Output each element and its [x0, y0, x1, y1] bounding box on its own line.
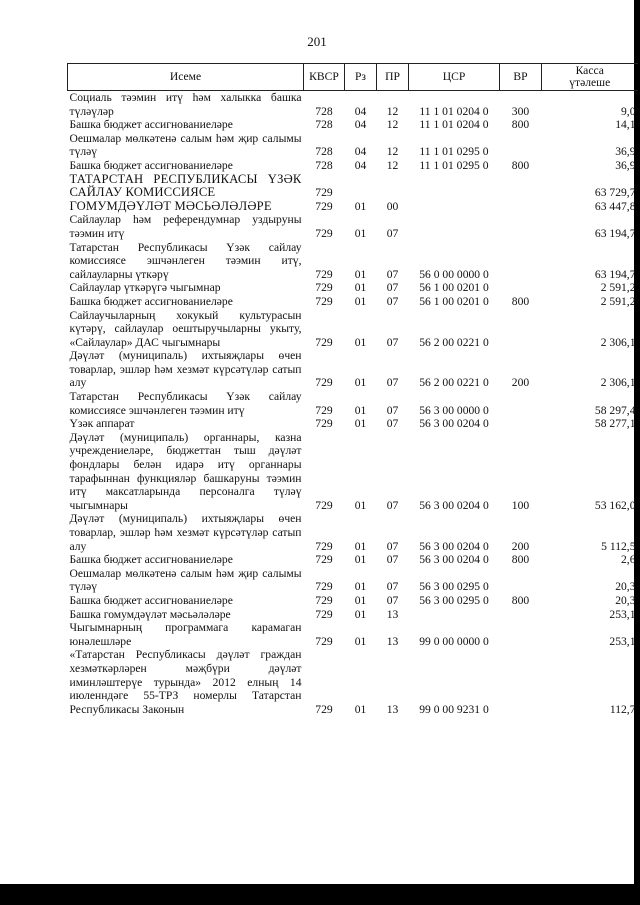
row-vr [500, 213, 542, 240]
row-amount: 14,1 [615, 118, 636, 132]
row-rz: 04 [354, 118, 367, 132]
row-rz: 01 [354, 539, 367, 553]
row-pr: 12 [386, 104, 399, 118]
row-vr: 800 [511, 158, 530, 172]
row-pr: 07 [386, 498, 399, 512]
row-kvsr: 729 [315, 580, 333, 594]
table-row [68, 431, 638, 513]
row-rz: 01 [354, 417, 367, 431]
row-pr: 12 [386, 145, 399, 159]
row-vr [500, 281, 542, 295]
row-pr: 07 [386, 593, 399, 607]
row-name: Татарстан Республикасы Үзәк сайлау комиссиясе эшчәнлеген тәэмин итү, сайлауларны үткәрү [69, 240, 302, 281]
row-csr: 99 0 00 0000 0 [419, 634, 489, 648]
row-name: Башка бюджет ассигнованиеләре [69, 118, 233, 132]
row-rz: 01 [354, 634, 367, 648]
row-name: Чыгымнарның программага карамаган юнәлешләре [69, 621, 302, 648]
header-amount [542, 64, 638, 91]
row-vr [500, 608, 542, 622]
row-name: Дәүләт (муниципаль) ихтыяҗлары өчен товарлар, эшләр һәм хезмәт күрсәтүләр сатып алу [69, 349, 302, 390]
table-row [68, 173, 638, 200]
row-rz: 04 [354, 104, 367, 118]
row-amount: 253,1 [609, 634, 636, 648]
row-amount: 63 194,7 [594, 267, 636, 281]
row-kvsr: 728 [315, 118, 333, 132]
header-name: Исеме [68, 64, 304, 91]
row-name: Башка бюджет ассигнованиеләре [69, 294, 233, 308]
row-amount: 36,9 [615, 158, 636, 172]
row-pr: 07 [386, 267, 399, 281]
row-csr: 56 3 00 0000 0 [419, 403, 489, 417]
row-name: Башка бюджет ассигнованиеләре [69, 158, 233, 172]
row-rz: 01 [354, 580, 367, 594]
row-rz: 04 [354, 158, 367, 172]
row-csr: 11 1 01 0295 0 [419, 145, 489, 159]
row-pr: 13 [386, 607, 399, 621]
header-pr: ПР [377, 64, 409, 91]
row-kvsr: 729 [315, 376, 333, 390]
row-kvsr: 729 [315, 417, 333, 431]
row-rz: 01 [354, 553, 367, 567]
table-row [68, 390, 638, 417]
table-row [68, 295, 638, 309]
row-name: ТАТАРСТАН РЕСПУБЛИКАСЫ ҮЗӘК САЙЛАУ КОМИССИЯСЕ [69, 171, 302, 200]
row-csr [409, 200, 500, 214]
row-vr [500, 648, 542, 716]
row-kvsr: 729 [315, 403, 333, 417]
row-kvsr: 728 [315, 145, 333, 159]
table-row [68, 648, 638, 716]
row-amount: 36,9 [615, 145, 636, 159]
row-vr: 100 [511, 498, 530, 512]
row-amount: 2 306,1 [600, 376, 636, 390]
row-name: Татарстан Республикасы Үзәк сайлау комиссиясе эшчәнлеген тәэмин итү [69, 390, 302, 417]
row-amount: 2 591,2 [600, 281, 636, 295]
row-rz: 01 [354, 281, 367, 295]
table-row [68, 621, 638, 648]
row-amount: 20,3 [615, 593, 636, 607]
table-row [68, 512, 638, 553]
row-amount: 63 729,7 [594, 186, 636, 200]
row-pr: 13 [386, 634, 399, 648]
row-pr: 07 [386, 580, 399, 594]
budget-table [67, 63, 638, 716]
row-csr: 56 3 00 0204 0 [419, 539, 489, 553]
row-rz: 01 [354, 593, 367, 607]
table-row [68, 213, 638, 240]
row-rz: 01 [354, 607, 367, 621]
row-rz: 01 [354, 498, 367, 512]
table-row [68, 281, 638, 295]
row-csr: 56 0 00 0000 0 [419, 267, 489, 281]
row-rz: 01 [354, 199, 367, 213]
row-pr: 07 [386, 294, 399, 308]
row-amount: 9,0 [621, 104, 636, 118]
row-kvsr: 729 [315, 553, 333, 567]
row-kvsr: 728 [315, 104, 333, 118]
row-kvsr: 729 [315, 593, 333, 607]
row-name: Оешмалар мөлкәтенә салым һәм җир салымы түләү [69, 566, 302, 594]
row-rz: 01 [354, 376, 367, 390]
row-vr [500, 241, 542, 282]
table-row [68, 200, 638, 214]
row-kvsr: 729 [315, 294, 333, 308]
table-header-row [68, 64, 638, 91]
row-csr: 11 1 01 0295 0 [419, 158, 489, 172]
row-csr: 56 3 00 0204 0 [419, 498, 489, 512]
row-amount: 63 447,8 [594, 199, 636, 213]
row-kvsr: 729 [315, 199, 333, 213]
row-name: Сайлаулар һәм референдумнар уздыруны тәэмин итү [69, 213, 302, 240]
row-amount: 20,3 [615, 580, 636, 594]
row-vr: 800 [511, 118, 530, 132]
row-csr [409, 213, 500, 240]
table-row [68, 241, 638, 282]
row-csr: 56 2 00 0221 0 [419, 335, 489, 349]
row-name: «Татарстан Республикасы дәүләт граждан хезмәткәрләрен мәҗбүри дәүләт иминләштерүе турында» 2012 елның 14 июленндәге 55-ТРЗ номерлы Татарстан Республикасы Законын [69, 648, 302, 716]
header-vr: ВР [500, 64, 542, 91]
row-vr [500, 309, 542, 350]
row-name: ГОМУМДӘҮЛӘТ МӘСЬӘЛӘЛӘРЕ [69, 198, 272, 213]
row-rz [345, 173, 377, 200]
row-name: Оешмалар мөлкәтенә салым һәм җир салымы түләү [69, 131, 302, 159]
row-amount: 63 194,7 [594, 226, 636, 240]
row-name: Сайлаулар үткәрүгә чыгымнар [69, 281, 221, 295]
row-kvsr: 729 [315, 539, 333, 553]
row-name: Социаль тәэмин итү һәм халыкка башка түләүләр [69, 91, 302, 118]
row-amount: 2,6 [621, 553, 636, 567]
table-body [68, 91, 638, 717]
row-csr [409, 608, 500, 622]
row-pr: 07 [386, 376, 399, 390]
row-rz: 01 [354, 403, 367, 417]
row-kvsr: 729 [315, 186, 333, 200]
row-vr [500, 417, 542, 431]
row-kvsr: 729 [315, 634, 333, 648]
table-row [68, 132, 638, 159]
row-pr: 12 [386, 118, 399, 132]
table-row [68, 553, 638, 567]
row-csr [409, 173, 500, 200]
row-pr: 07 [386, 539, 399, 553]
row-amount: 2 306,1 [600, 335, 636, 349]
row-vr: 800 [511, 294, 530, 308]
row-csr: 56 3 00 0295 0 [419, 580, 489, 594]
row-amount: 58 297,4 [594, 403, 636, 417]
table-row [68, 417, 638, 431]
row-kvsr: 728 [315, 158, 333, 172]
row-name: Дәүләт (муниципаль) ихтыяҗлары өчен товарлар, эшләр һәм хезмәт күрсәтүләр сатып алу [69, 512, 302, 553]
row-name: Үзәк аппарат [69, 417, 135, 431]
row-csr: 11 1 01 0204 0 [419, 118, 489, 132]
table-row [68, 309, 638, 350]
row-csr: 56 3 00 0295 0 [419, 593, 489, 607]
row-vr [500, 621, 542, 648]
row-kvsr: 729 [315, 281, 333, 295]
page-number: 201 [307, 34, 327, 49]
row-name: Дәүләт (муниципаль) органнары, казна учреждениеләре, бюджеттан тыш дәүләт фондлары белән идарә итү органнары тарафыннан функцияләр башкаруны тәэмин итү максатларында персоналга түләү чыгымнары [69, 430, 302, 512]
row-amount: 58 277,1 [594, 417, 636, 431]
header-csr: ЦСР [409, 64, 500, 91]
row-vr [500, 200, 542, 214]
row-pr: 07 [386, 226, 399, 240]
row-vr: 200 [511, 539, 530, 553]
row-kvsr: 729 [315, 702, 333, 716]
row-rz: 01 [354, 335, 367, 349]
row-pr: 00 [386, 199, 399, 213]
row-rz: 01 [354, 267, 367, 281]
row-pr: 07 [386, 417, 399, 431]
row-vr: 800 [511, 593, 530, 607]
row-pr [377, 173, 409, 200]
row-name: Башка бюджет ассигнованиеләре [69, 553, 233, 567]
row-amount: 53 162,0 [594, 498, 636, 512]
table-row [68, 91, 638, 119]
row-name: Башка бюджет ассигнованиеләре [69, 593, 233, 607]
table-row [68, 567, 638, 594]
row-vr: 800 [511, 553, 530, 567]
table-row [68, 608, 638, 622]
row-kvsr: 729 [315, 335, 333, 349]
row-pr: 07 [386, 553, 399, 567]
row-rz: 01 [354, 294, 367, 308]
row-vr [500, 132, 542, 159]
row-amount: 112,7 [609, 702, 636, 716]
row-rz: 01 [354, 702, 367, 716]
row-vr: 300 [511, 104, 530, 118]
row-rz: 01 [354, 226, 367, 240]
row-csr: 99 0 00 9231 0 [419, 702, 489, 716]
row-csr: 56 3 00 0204 0 [419, 553, 489, 567]
table-row [68, 349, 638, 390]
row-csr: 11 1 01 0204 0 [419, 104, 489, 118]
row-kvsr: 729 [315, 607, 333, 621]
row-vr: 200 [511, 376, 530, 390]
row-amount: 2 591,2 [600, 294, 636, 308]
row-csr: 56 1 00 0201 0 [419, 294, 489, 308]
row-name: Сайлаучыларның хокукый культурасын күтәрү, сайлаулар оештыручыларны укыту, «Сайлаулар» ДАС чыгымнары [69, 308, 302, 349]
table-row [68, 159, 638, 173]
row-vr [500, 567, 542, 594]
row-pr: 07 [386, 403, 399, 417]
row-kvsr: 729 [315, 498, 333, 512]
row-csr: 56 3 00 0204 0 [419, 417, 489, 431]
row-pr: 07 [386, 281, 399, 295]
row-csr: 56 1 00 0201 0 [419, 281, 489, 295]
row-kvsr: 729 [315, 226, 333, 240]
header-rz: Рз [345, 64, 377, 91]
header-amount-line2: үтәлеше [569, 76, 611, 89]
row-pr: 12 [386, 158, 399, 172]
row-pr: 13 [386, 702, 399, 716]
table-row [68, 594, 638, 608]
row-pr: 07 [386, 335, 399, 349]
header-kvsr: КВСР [304, 64, 345, 91]
row-vr [500, 390, 542, 417]
row-rz: 04 [354, 145, 367, 159]
row-vr [500, 173, 542, 200]
row-kvsr: 729 [315, 267, 333, 281]
table-row [68, 118, 638, 132]
header-amount-line1: Касса [575, 64, 604, 77]
row-amount: 253,1 [609, 607, 636, 621]
row-amount: 5 112,5 [601, 539, 636, 553]
row-name: Башка гомумдәүләт мәсьәләләре [69, 607, 231, 621]
row-csr: 56 2 00 0221 0 [419, 376, 489, 390]
